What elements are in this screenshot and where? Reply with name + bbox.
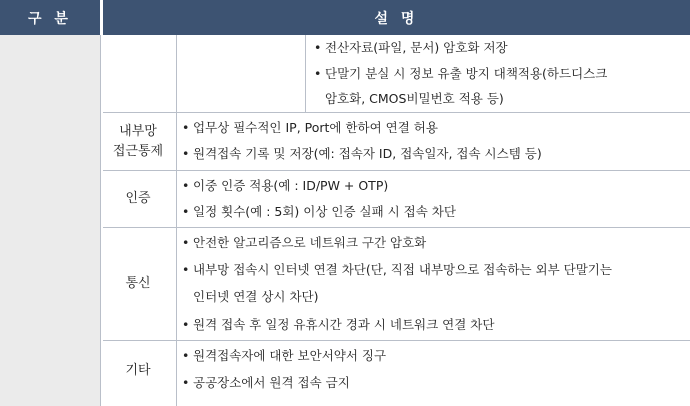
bullet: • [182,235,190,250]
bullet: • [182,262,190,277]
bullet: • [182,204,190,219]
list-item [314,35,508,61]
category-label: 내부망 [119,123,157,139]
item-text-continued: 인터넷 연결 상시 차단) [193,289,319,304]
item-text: 단말기 분실 시 정보 유출 방지 대책적용(하드디스크 [325,66,608,81]
category-cell [103,341,173,401]
item-text: 업무상 필수적인 IP, Port에 한하여 연결 허용 [193,120,438,135]
list-item [314,61,607,87]
item-text: 공공장소에서 원격 접속 금지 [193,375,350,390]
item-text: 원격접속자에 대한 보안서약서 징구 [193,348,387,363]
bullet: • [182,348,190,363]
list-item [182,141,542,167]
item-text: 원격접속 기록 및 저장(예: 접속자 ID, 접속일자, 접속 시스템 등) [193,146,542,161]
list-item [182,343,386,369]
item-text: 내부망 접속시 인터넷 연결 차단(단, 직접 내부망으로 접속하는 외부 단말기는 [193,262,612,277]
header-category: 구 분 [28,10,72,27]
list-item [182,199,456,225]
bullet: • [182,120,190,135]
table-header [0,0,690,35]
item-text: 전산자료(파일, 문서) 암호화 저장 [325,40,508,55]
bullet: • [182,375,190,390]
list-item [182,230,426,256]
header-description: 설 명 [374,10,419,27]
item-text-continued: 암호화, CMOS비밀번호 적용 등) [325,91,504,106]
rule-left-column [100,35,101,406]
category-label: 기타 [125,363,151,378]
item-text: 이중 인증 적용(예 : ID/PW + OTP) [193,178,389,193]
item-text: 안전한 알고리즘으로 네트워크 구간 암호화 [193,235,427,250]
category-cell [103,113,173,170]
bullet: • [314,40,322,55]
category-label: 인증 [125,191,151,206]
rule-row-1 [103,112,690,113]
rule-row-4 [103,340,690,341]
item-text: 원격 접속 후 일정 유휴시간 경과 시 네트워크 연결 차단 [193,317,495,332]
list-item [182,257,612,283]
list-item [182,173,388,199]
category-column-fill [0,35,100,406]
category-label: 통신 [125,276,151,291]
list-item [182,370,350,396]
bullet: • [182,317,190,332]
bullet: • [314,66,322,81]
item-text: 일정 횟수(예 : 5회) 이상 인증 실패 시 접속 차단 [193,204,456,219]
rule-first-row-inner [305,35,306,112]
rule-row-3 [103,227,690,228]
category-label: 접근통제 [112,143,164,159]
list-item [182,115,438,141]
bullet: • [182,178,190,193]
rule-category-column [176,35,177,406]
category-cell [103,228,173,340]
category-cell [103,171,173,227]
list-item [182,312,494,338]
bullet: • [182,146,190,161]
rule-row-2 [103,170,690,171]
